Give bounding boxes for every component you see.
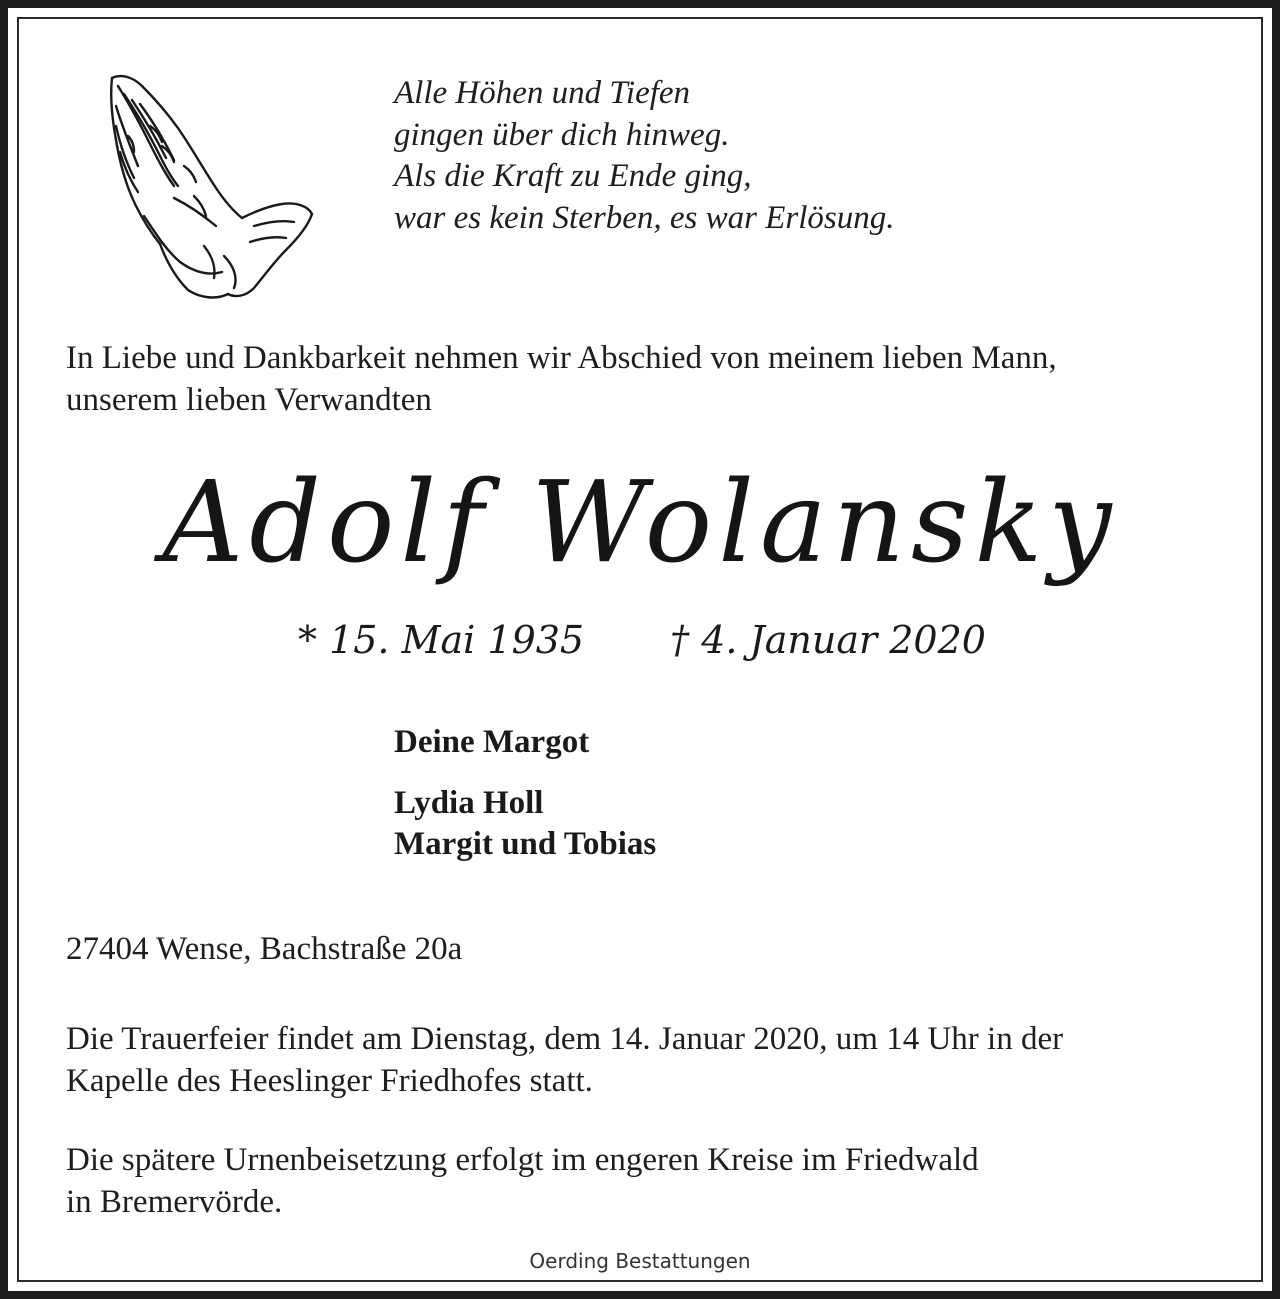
- birth-date: * 15. Mai 1935: [298, 618, 585, 662]
- mourner-relative: Margit und Tobias: [394, 826, 657, 862]
- praying-hands-icon: [104, 66, 316, 302]
- intro-line: In Liebe und Dankbarkeit nehmen wir Abschied von meinem lieben Mann,: [66, 340, 1057, 376]
- funeral-home: Oerding Bestattungen: [529, 1249, 751, 1273]
- ceremony-line: Die Trauerfeier findet am Dienstag, dem 14. Januar 2020, um 14 Uhr in der: [66, 1021, 1064, 1057]
- ceremony-text: [66, 1019, 1063, 1102]
- death-date: † 4. Januar 2020: [670, 618, 986, 662]
- burial-line: Die spätere Urnenbeisetzung erfolgt im engeren Kreise im Friedwald: [66, 1142, 979, 1178]
- mourner-spouse: Deine Margot: [394, 724, 590, 760]
- poem-line: Als die Kraft zu Ende ging,: [394, 158, 752, 194]
- intro-line: unserem lieben Verwandten: [66, 381, 432, 418]
- burial-text: [66, 1140, 979, 1223]
- burial-line: in Bremervörde.: [66, 1183, 283, 1220]
- life-dates: [298, 612, 986, 668]
- deceased-name: Adolf Wolansky: [162, 458, 1118, 588]
- poem-line: gingen über dich hinweg.: [394, 116, 730, 153]
- poem: [394, 73, 894, 239]
- poem-line: Alle Höhen und Tiefen: [394, 75, 691, 111]
- intro-text: [66, 338, 1057, 421]
- poem-line: war es kein Sterben, es war Erlösung.: [394, 199, 895, 236]
- ceremony-line: Kapelle des Heeslinger Friedhofes statt.: [66, 1062, 593, 1099]
- mourner-relative: Lydia Holl: [394, 785, 544, 821]
- address: 27404 Wense, Bachstraße 20a: [66, 931, 463, 967]
